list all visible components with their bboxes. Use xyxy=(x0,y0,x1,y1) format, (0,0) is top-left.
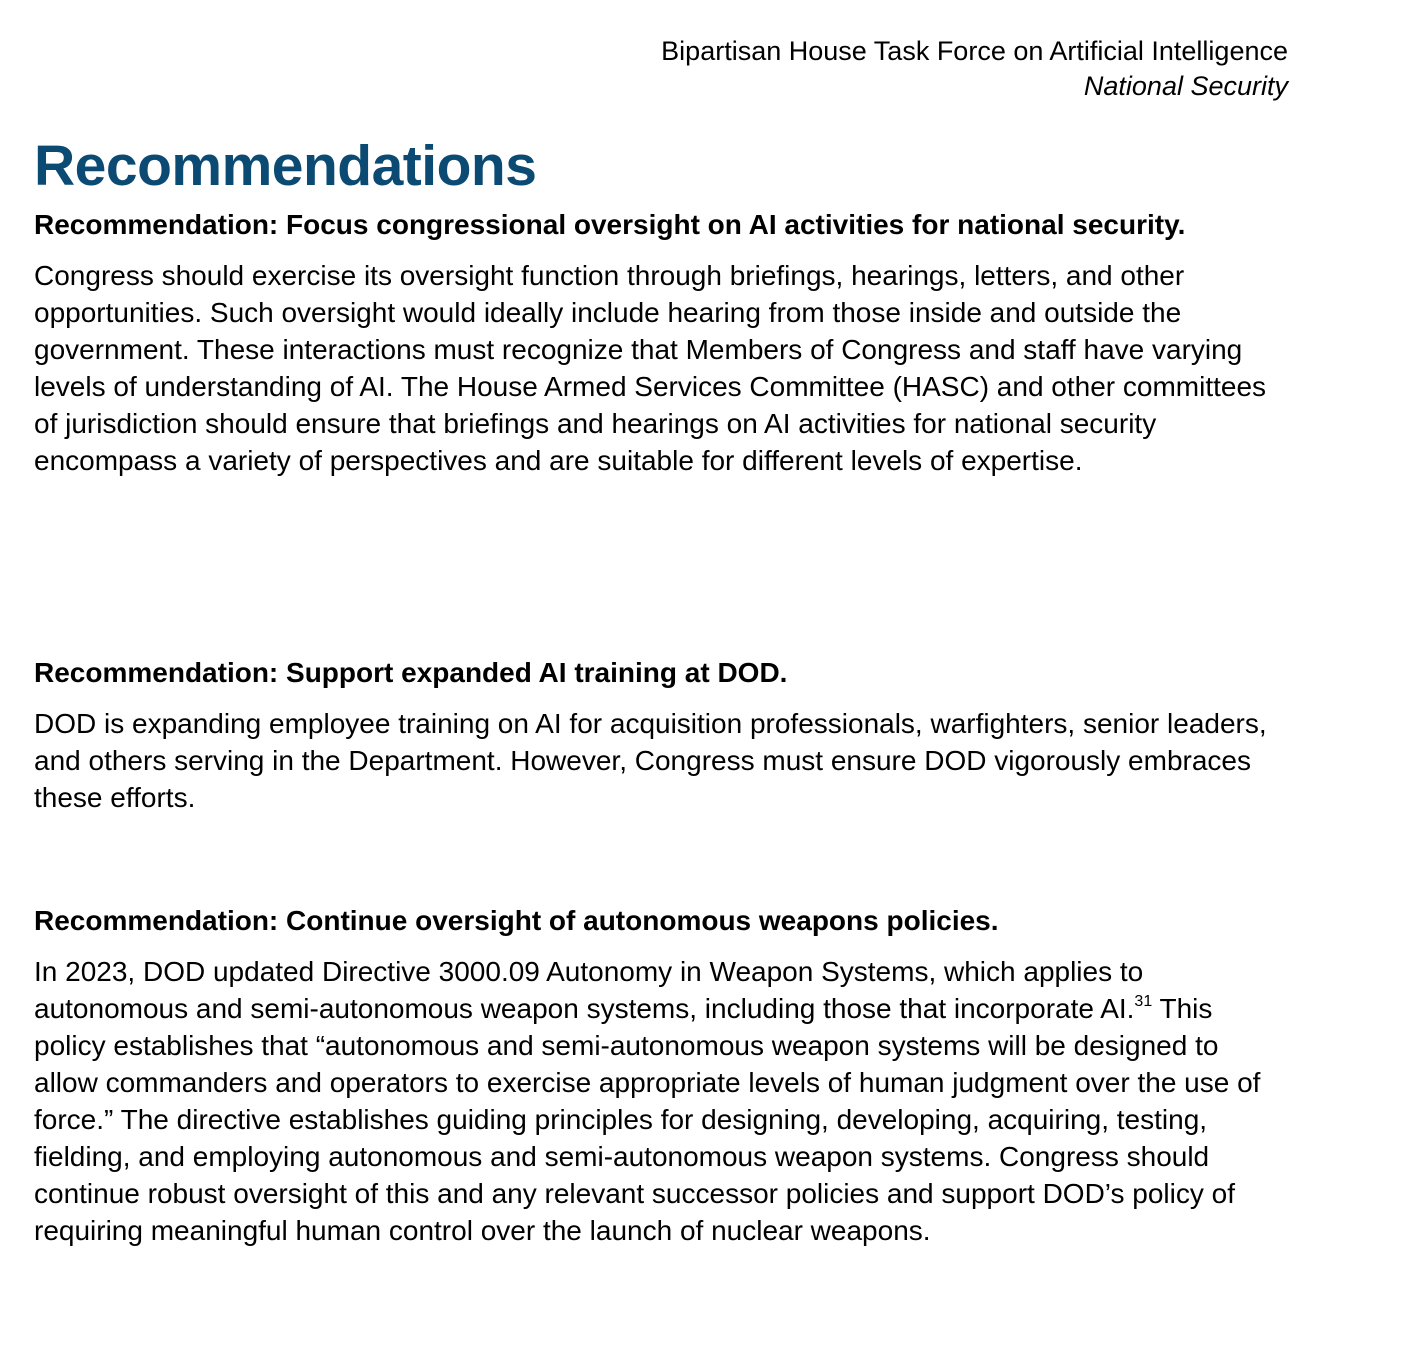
recommendation-body xyxy=(34,953,1274,1249)
footnote-reference[interactable]: 31 xyxy=(1134,993,1153,1010)
recommendation-body: Congress should exercise its oversight function through briefings, hearings, letters, and other opportunities. Such oversight would ideally include hearing from those inside and outside the government. These interactions must recognize that Members of Congress and staff have varying levels of understanding of AI. The House Armed Services Committee (HASC) and other committees of jurisdiction should ensure that briefings and hearings on AI activities for national security encompass a variety of perspectives and are suitable for different levels of expertise. xyxy=(34,260,1267,476)
recommendation-section xyxy=(34,206,1274,479)
recommendation-heading: Recommendation: Support expanded AI training at DOD. xyxy=(34,657,788,688)
recommendation-body: DOD is expanding employee training on AI for acquisition professionals, warfighters, senior leaders, and others serving in the Department. However, Congress must ensure DOD vigorously embraces these efforts. xyxy=(34,708,1267,813)
recommendation-heading: Recommendation: Focus congressional oversight on AI activities for national security. xyxy=(34,209,1186,240)
body-text-part1: In 2023, DOD updated Directive 3000.09 Autonomy in Weapon Systems, which applies to autonomous and semi-autonomous weapon systems, including those that incorporate AI. xyxy=(34,956,1144,1024)
recommendation-section xyxy=(34,902,1274,1249)
page-title: Recommendations xyxy=(34,134,537,198)
recommendation-section xyxy=(34,654,1274,816)
header-subtitle: National Security xyxy=(1083,71,1288,101)
body-text-part2: This policy establishes that “autonomous and semi-autonomous weapon systems will be designed to allow commanders and operators to exercise appropriate levels of human judgment over the use of force.” The directive establishes guiding principles for designing, developing, acquiring, testing, fielding, and employing autonomous and semi-autonomous weapon systems. Congress should continue robust oversight of this and any relevant successor policies and support DOD’s policy of requiring meaningful human control over the launch of nuclear weapons. xyxy=(34,993,1261,1246)
document-header xyxy=(661,34,1288,104)
header-title: Bipartisan House Task Force on Artificial Intelligence xyxy=(661,36,1288,66)
recommendation-heading: Recommendation: Continue oversight of autonomous weapons policies. xyxy=(34,905,999,936)
